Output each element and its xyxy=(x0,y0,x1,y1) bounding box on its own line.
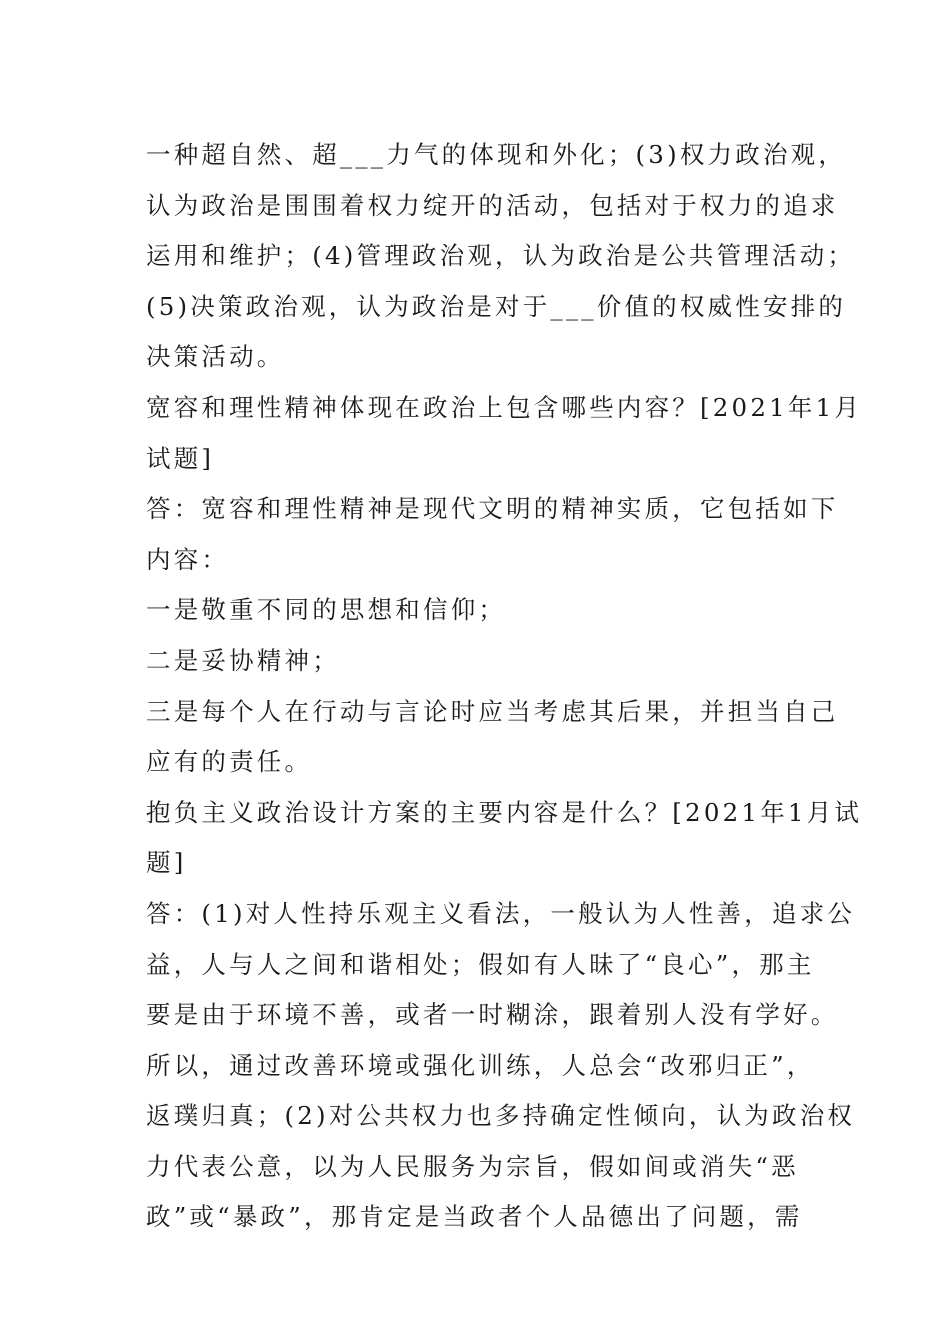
document-body xyxy=(146,130,863,1243)
answer-line: 答：(1)对人性持乐观主义看法，一般认为人性善，追求公 xyxy=(146,898,856,928)
answer-line: 内容： xyxy=(146,544,230,574)
answer-line: 所以，通过改善环境或强化训练，人总会“改邪归正”， xyxy=(146,1050,815,1080)
list-item: 一是敬重不同的思想和信仰； xyxy=(146,595,507,625)
answer-line: 要是由于环境不善，或者一时糊涂，跟着别人没有学好。 xyxy=(146,1000,839,1030)
question-line: 抱负主义政治设计方案的主要内容是什么？[2021年1月试 xyxy=(146,797,863,827)
list-item: 二是妥协精神； xyxy=(146,645,340,675)
question-line: 题] xyxy=(146,848,187,878)
question-line: 宽容和理性精神体现在政治上包含哪些内容？[2021年1月 xyxy=(146,392,863,422)
text-line: (5)决策政治观，认为政治是对于___价值的权威性安排的 xyxy=(146,291,847,321)
text-line: 认为政治是围围着权力绽开的活动，包括对于权力的追求 xyxy=(146,190,839,220)
text-line: 决策活动。 xyxy=(146,342,285,372)
text-line: 一种超自然、超___力气的体现和外化；(3)权力政治观， xyxy=(146,140,847,169)
list-item: 应有的责任。 xyxy=(146,747,313,777)
question-line: 试题] xyxy=(146,443,215,473)
answer-line: 政”或“暴政”，那肯定是当政者个人品德出了问题，需 xyxy=(146,1202,803,1232)
list-item: 三是每个人在行动与言论时应当考虑其后果，并担当自己 xyxy=(146,696,839,726)
answer-line: 益，人与人之间和谐相处；假如有人昧了“良心”，那主 xyxy=(146,949,815,979)
answer-line: 力代表公意，以为人民服务为宗旨，假如间或消失“恶 xyxy=(146,1151,799,1181)
text-line: 运用和维护；(4)管理政治观，认为政治是公共管理活动； xyxy=(146,241,856,271)
answer-line: 答：宽容和理性精神是现代文明的精神实质，它包括如下 xyxy=(146,494,839,524)
answer-line: 返璞归真；(2)对公共权力也多持确定性倾向，认为政治权 xyxy=(146,1101,856,1131)
